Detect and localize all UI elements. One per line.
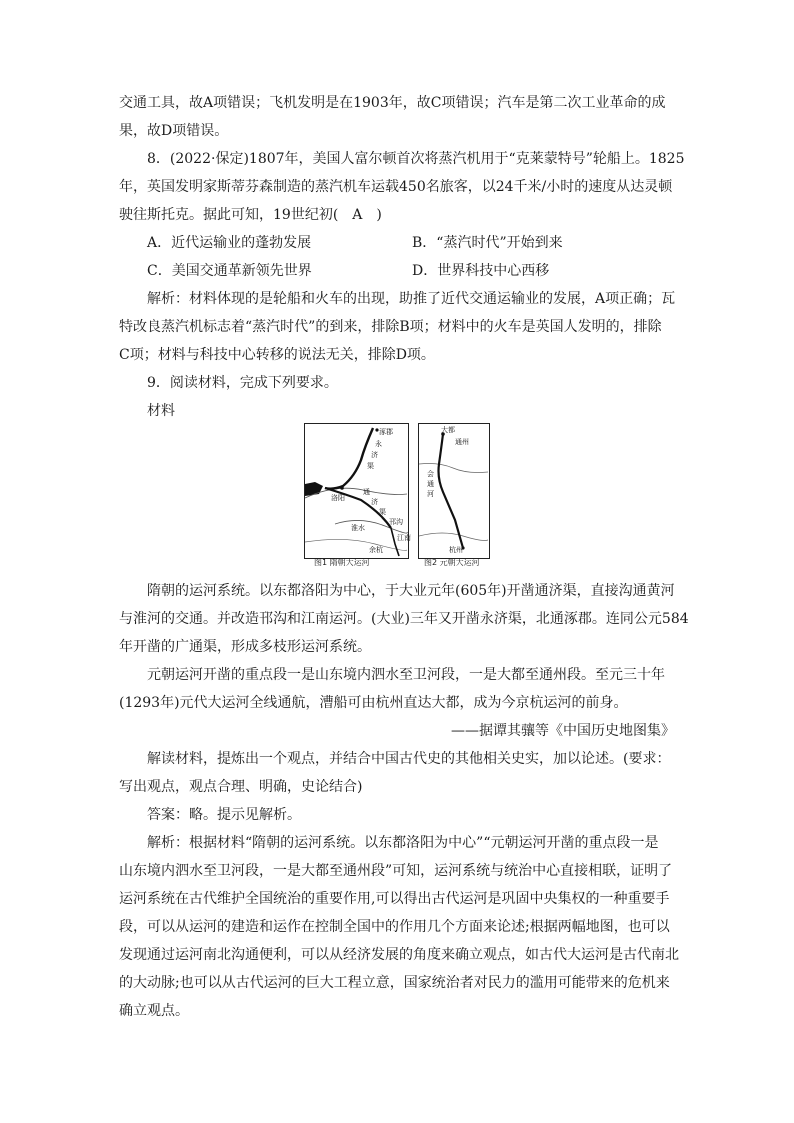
label-jiangnan: 江南 xyxy=(397,534,411,542)
label-qu: 渠 xyxy=(367,462,374,470)
map-yuan-canal xyxy=(418,423,490,559)
yangtze-river xyxy=(419,533,488,541)
previous-analysis-continuation: 交通工具，故A项错误；飞机发明是在1903年，故C项错误；汽车是第二次工业革命的成 果，故D项错误。 xyxy=(119,95,666,139)
hangou-jiangnan-canal xyxy=(391,528,399,556)
question-9-task: 解读材料，提炼出一个观点，并结合中国古代史的其他相关史实，加以论述。(要求： 写出观点，观点合理、明确，史论结合) xyxy=(119,751,671,795)
label-dadu: 大都 xyxy=(441,426,455,434)
question-9-answer: 答案：略。提示见解析。 xyxy=(147,807,301,823)
option-b: B．“蒸汽时代”开始到来 xyxy=(412,235,563,251)
yangtze-river xyxy=(305,539,407,550)
luoyang-marker xyxy=(340,486,344,490)
label-hangzhou: 杭州 xyxy=(449,546,463,554)
grand-canal-route xyxy=(439,434,464,548)
material-paragraph-sui: 隋朝的运河系统。以东都洛阳为中心，于大业元年(605年)开凿通济渠，直接沟通黄河 与淮河的交通。并改造邗沟和江南运河。(大业)三年又开凿永济渠，北通涿郡。连同公元584 年开凿的广通渠，形成多枝形运河系统。 xyxy=(119,583,689,655)
yongji-canal xyxy=(325,428,373,489)
label-ji2: 济 xyxy=(371,498,378,506)
label-tongzhou: 通州 xyxy=(455,438,469,446)
canal-maps-figure xyxy=(304,423,490,571)
label-tong: 通 xyxy=(363,488,370,496)
label-he: 河 xyxy=(427,490,434,498)
label-ji: 济 xyxy=(371,451,378,459)
label-tong: 通 xyxy=(427,480,434,488)
yuan-canal-map-graphic xyxy=(419,424,489,558)
label-yong: 永 xyxy=(375,440,382,448)
map1-caption: 图1 隋朝大运河 xyxy=(314,558,370,567)
material-label: 材料 xyxy=(147,403,175,419)
material-source: ——据谭其骧等《中国历史地图集》 xyxy=(451,723,675,739)
label-huai: 淮水 xyxy=(351,524,365,532)
label-luoyang: 洛阳 xyxy=(331,494,345,502)
label-zhuojun: 涿郡 xyxy=(379,428,393,436)
material-paragraph-yuan: 元朝运河开凿的重点段一是山东境内泗水至卫河段，一是大都至通州段。至元三十年 (1293年)元代大运河全线通航，漕船可由杭州直达大都，成为今京杭运河的前身。 xyxy=(119,667,665,711)
option-d: D．世界科技中心西移 xyxy=(412,263,550,279)
question-8-stem: 8．(2022·保定)1807年，美国人富尔顿首次将蒸汽机用于“克莱蒙特号”轮船上。1825 年，英国发明家斯蒂芬森制造的蒸汽机车运载450名旅客，以24千米/小时的速度从达灵顿 驶往斯托克。据此可知，19世纪初( A ) xyxy=(119,151,685,223)
map2-caption: 图2 元朝大运河 xyxy=(424,558,480,567)
question-9-stem: 9．阅读材料，完成下列要求。 材料 xyxy=(119,369,675,425)
option-a: A．近代运输业的蓬勃发展 xyxy=(147,235,312,251)
label-yuhang: 余杭 xyxy=(369,546,383,554)
question-8-analysis: 解析：材料体现的是轮船和火车的出现，助推了近代交通运输业的发展，A项正确；瓦 特改良蒸汽机标志着“蒸汽时代”的到来，排除B项；材料中的火车是英国人发明的，排除 C项；材料与科技中心转移的说法无关，排除D项。 xyxy=(119,291,676,363)
question-9-analysis: 解析：根据材料“隋朝的运河系统。以东都洛阳为中心”“元朝运河开凿的重点段一是 山东境内泗水至卫河段，一是大都至通州段”可知，运河系统与统治中心直接相联，证明了 运河系统在古代维护全国统治的重要作用,可以得出古代运河是巩固中央集权的一种重要手 段，可以从运河的建造和运作在控制全国中的作用几个方面来论述;根据两幅地图，也可以 发现通过运河南北沟通便利，可以从经济发展的角度来确立观点，如古代大运河是古代南北 的大动脉;也可以从古代运河的巨大工程立意，国家统治者对民力的滥用可能带来的危机来 确立观点。 xyxy=(119,835,679,1019)
label-qu2: 渠 xyxy=(379,508,386,516)
label-hui: 会 xyxy=(427,470,434,478)
label-hangou: 邗沟 xyxy=(389,518,403,526)
sui-canal-map-graphic xyxy=(305,424,411,558)
option-c: C．美国交通革新领先世界 xyxy=(147,263,312,279)
map-sui-canal xyxy=(304,423,409,559)
